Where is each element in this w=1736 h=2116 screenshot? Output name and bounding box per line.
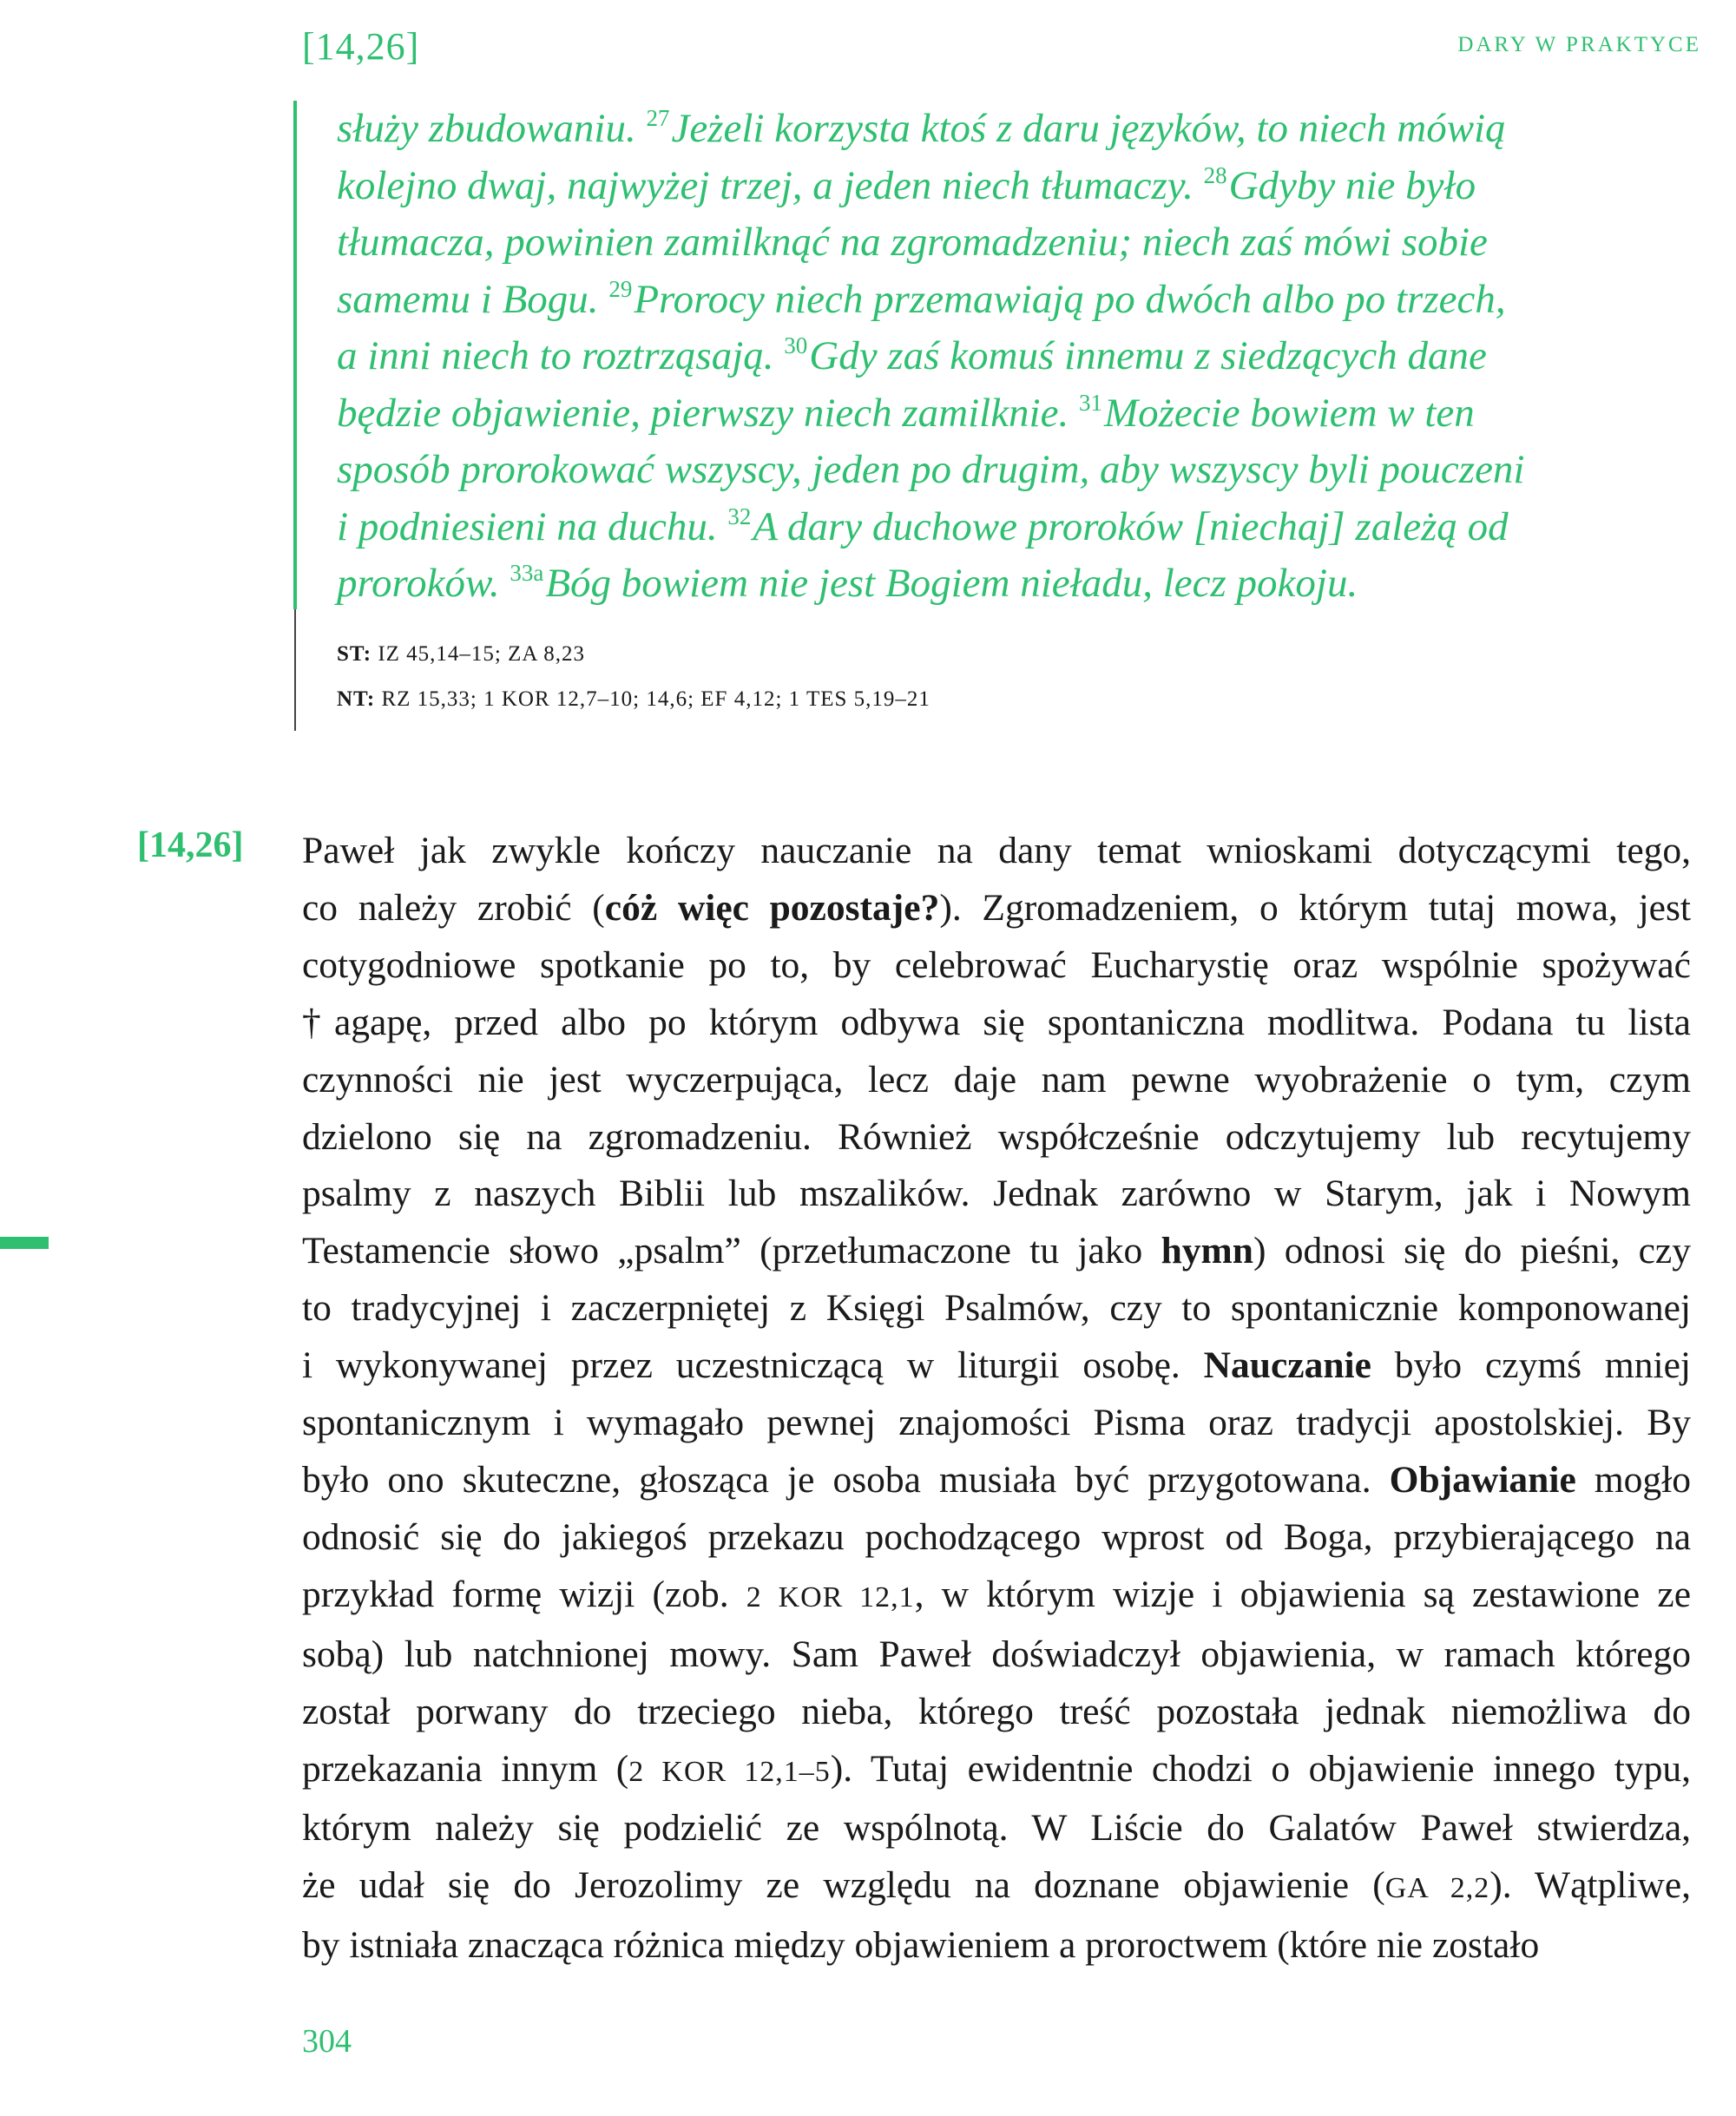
scripture-text-run: Możecie bowiem w ten	[1103, 390, 1475, 436]
st-value: IZ 45,14–15; ZA 8,23	[378, 642, 586, 666]
commentary-line	[302, 1741, 1691, 1801]
commentary-line	[302, 1223, 1691, 1280]
scripture-line	[337, 385, 1674, 443]
commentary-text-run: spontanicznym i wymagało pewnej znajomości Pisma oraz tradycji apostolskiej. By	[302, 1402, 1691, 1444]
commentary-text-run: było ono skuteczne, głosząca je osoba musiała być przygotowana.	[302, 1458, 1390, 1501]
scripture-block	[293, 101, 1682, 731]
commentary-text-run: by istniała znacząca różnica między objawieniem a proroctwem (które nie zostało	[302, 1924, 1540, 1967]
commentary-text-run: †agapę, przed albo po którym odbywa się spontaniczna modlitwa. Podana tu lista	[302, 1001, 1691, 1043]
scripture-text-run: służy zbudowaniu.	[337, 106, 647, 151]
commentary-text-run: i wykonywanej przez uczestniczącą w liturgii osobę.	[302, 1344, 1204, 1387]
commentary-text-run: przykład formę wizji (zob.	[302, 1573, 746, 1615]
running-title: DARY W PRAKTYCE	[1457, 33, 1701, 56]
commentary-text-run: psalmy z naszych Biblii lub mszalików. Jednak zarówno w Starym, jak i Nowym	[302, 1173, 1691, 1215]
commentary-text-run: , w którym wizje i objawienia są zestawione ze	[914, 1573, 1691, 1615]
scripture-text-run: Prorocy niech przemawiają po dwóch albo po trzech,	[634, 276, 1506, 322]
scripture-line	[337, 101, 1674, 158]
commentary-text-run: że udał się do Jerozolimy ze względu na doznane objawienie (	[302, 1864, 1385, 1907]
commentary-text-run: było czymś mniej	[1371, 1344, 1691, 1387]
header-section-ref: [14,26]	[302, 25, 420, 68]
commentary-text-run: Paweł jak zwykle kończy nauczanie na dany temat wnioskami dotyczącymi tego,	[302, 830, 1691, 871]
scripture-text-run: będzie objawienie, pierwszy niech zamilknie.	[337, 390, 1079, 436]
commentary-text-run: co należy zrobić (	[302, 886, 605, 929]
commentary-text-run: ). Wątpliwe,	[1489, 1864, 1692, 1907]
commentary-line	[302, 1509, 1691, 1567]
commentary-line	[302, 823, 1691, 880]
commentary-text-run: odnosić się do jakiegoś przekazu pochodzącego wprost od Boga, przybierającego na	[302, 1515, 1691, 1558]
scripture-line	[337, 158, 1674, 215]
commentary-text-run: przekazania innym (	[302, 1747, 629, 1790]
commentary-line	[302, 1452, 1691, 1509]
st-label: ST:	[337, 642, 372, 666]
commentary-line	[302, 1109, 1691, 1166]
scripture-line	[337, 272, 1674, 329]
scripture-passage	[337, 101, 1674, 613]
scripture-line	[337, 328, 1674, 385]
nt-value: RZ 15,33; 1 KOR 12,7–10; 14,6; EF 4,12; 1 TES 5,19–21	[381, 687, 930, 711]
scripture-line	[337, 555, 1674, 613]
scripture-text-run: A dary duchowe proroków [niechaj] zależą od	[753, 503, 1509, 549]
scripture-line	[337, 214, 1674, 272]
commentary-line	[302, 1917, 1691, 1975]
commentary-text-run: ). Zgromadzeniem, o którym tutaj mowa, jest	[939, 886, 1691, 929]
commentary-line	[302, 1800, 1691, 1857]
commentary-text-run: czynności nie jest wyczerpująca, lecz daje nam pewne wyobrażenie o tym, czym	[302, 1058, 1691, 1101]
verse-number: 31	[1078, 389, 1102, 416]
commentary-line	[302, 937, 1691, 995]
commentary-line	[302, 1395, 1691, 1452]
commentary-line	[302, 995, 1691, 1052]
bold-term: cóż więc pozostaje?	[604, 886, 940, 929]
scripture-text-run: sposób prorokować wszyscy, jeden po drugim, aby wszyscy byli pouczeni	[337, 447, 1525, 492]
margin-marker	[0, 1237, 49, 1249]
cross-references	[337, 642, 930, 733]
verse-number: 30	[784, 332, 808, 358]
bible-reference: 2 KOR 12,1–5	[628, 1755, 831, 1788]
commentary-text-run: którym należy się podzielić ze wspólnotą. W Liście do Galatów Paweł stwierdza,	[302, 1807, 1691, 1850]
commentary-body	[302, 823, 1691, 1975]
verse-number: 33a	[510, 560, 544, 586]
scripture-text-run: i podniesieni na duchu.	[337, 503, 728, 549]
scripture-line	[337, 499, 1674, 556]
verse-number: 32	[727, 503, 752, 529]
bold-term: Nauczanie	[1203, 1344, 1371, 1387]
bold-term: Objawianie	[1389, 1458, 1576, 1501]
commentary-text-run: sobą) lub natchnionej mowy. Sam Paweł doświadczył objawienia, w ramach którego	[302, 1633, 1691, 1675]
commentary-line	[302, 1684, 1691, 1741]
verse-number: 29	[608, 275, 633, 302]
commentary-line	[302, 1052, 1691, 1109]
scripture-text-run: proroków.	[337, 561, 510, 606]
old-testament-refs	[337, 642, 930, 687]
scripture-text-run: Bóg bowiem nie jest Bogiem nieładu, lecz pokoju.	[545, 561, 1358, 606]
commentary-text-run: Testamencie słowo „psalm” (przetłumaczone tu jako	[302, 1230, 1161, 1272]
scripture-accent-bar	[293, 101, 297, 609]
verse-number: 28	[1203, 161, 1227, 188]
commentary-text-run: to tradycyjnej i zaczerpniętej z Księgi Psalmów, czy to spontanicznie komponowanej	[302, 1287, 1691, 1330]
commentary-text-run: został porwany do trzeciego nieba, którego treść pozostała jednak niemożliwa do	[302, 1690, 1691, 1732]
commentary-line	[302, 1337, 1691, 1395]
page-number: 304	[302, 2023, 352, 2060]
refs-rule	[294, 609, 296, 731]
bible-reference: GA 2,2	[1384, 1872, 1490, 1905]
commentary-text-run: ) odnosi się do pieśni, czy	[1253, 1230, 1691, 1272]
scripture-text-run: Gdy zaś komuś innemu z siedzących dane	[809, 333, 1487, 378]
verse-number: 27	[646, 105, 670, 131]
scripture-text-run: Gdyby nie było	[1228, 162, 1476, 208]
commentary-line	[302, 1567, 1691, 1626]
new-testament-refs	[337, 687, 930, 733]
commentary-text-run: dzielono się na zgromadzeniu. Również współcześnie odczytujemy lub recytujemy	[302, 1115, 1691, 1158]
commentary-line	[302, 1280, 1691, 1337]
scripture-text-run: a inni niech to roztrząsają.	[337, 333, 785, 378]
scripture-text-run: tłumacza, powinien zamilknąć na zgromadzeniu; niech zaś mówi sobie	[337, 220, 1488, 265]
scripture-text-run: kolejno dwaj, najwyżej trzej, a jeden niech tłumaczy.	[337, 162, 1204, 208]
bible-reference: 2 KOR 12,1	[746, 1580, 915, 1613]
scripture-text-run: Jeżeli korzysta ktoś z daru języków, to niech mówią	[671, 106, 1506, 151]
bold-term: hymn	[1161, 1230, 1253, 1272]
commentary-ref: [14,26]	[137, 825, 244, 865]
commentary-text-run: cotygodniowe spotkanie po to, by celebrować Eucharystię oraz wspólnie spożywać	[302, 943, 1691, 986]
nt-label: NT:	[337, 687, 376, 711]
scripture-line	[337, 442, 1674, 499]
commentary-line	[302, 880, 1691, 937]
commentary-line	[302, 1857, 1691, 1917]
commentary-text-run: mogło	[1575, 1458, 1692, 1501]
scripture-text-run: samemu i Bogu.	[337, 276, 609, 322]
commentary-text-run: ). Tutaj ewidentnie chodzi o objawienie innego typu,	[830, 1747, 1691, 1790]
commentary-line	[302, 1166, 1691, 1223]
commentary-line	[302, 1626, 1691, 1684]
